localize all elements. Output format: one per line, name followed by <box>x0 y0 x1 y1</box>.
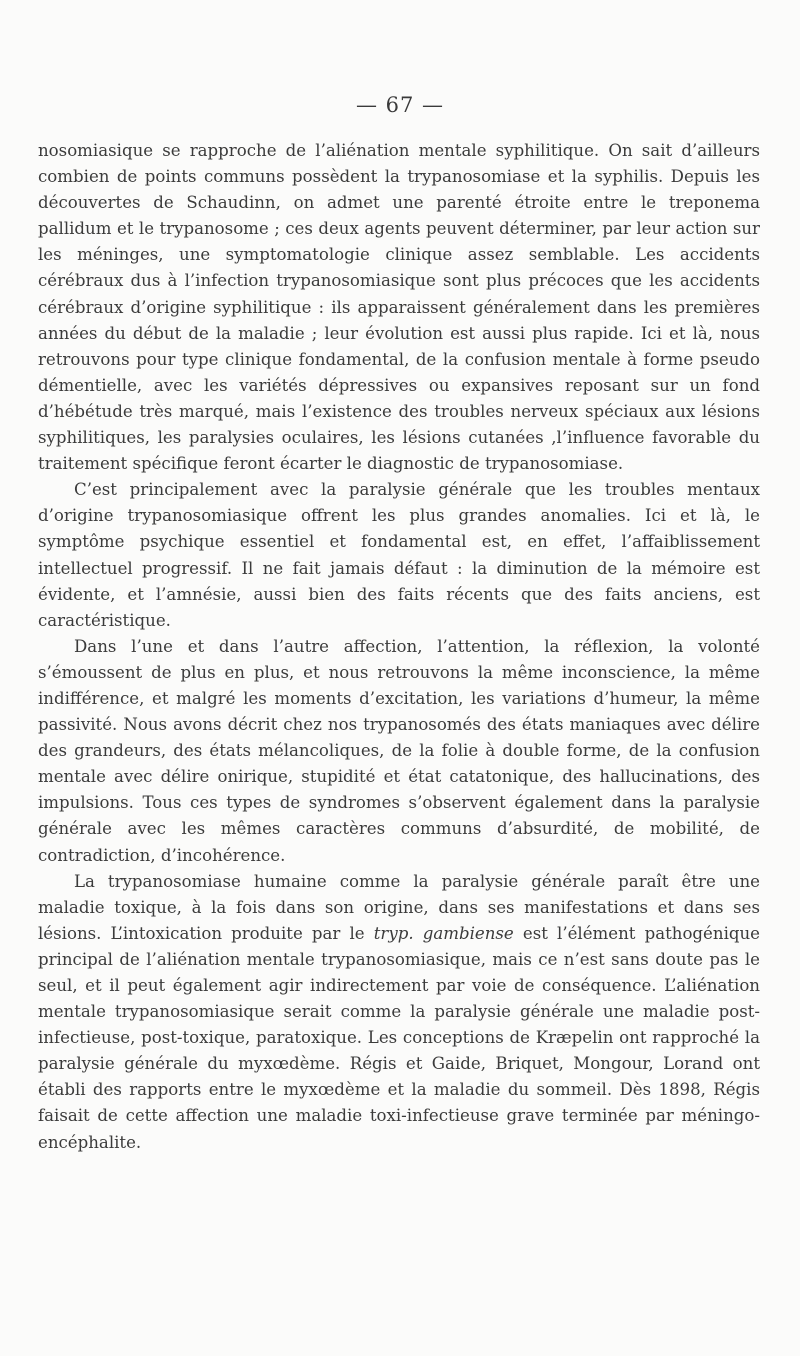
paragraph-4-text-end: est l’élément pathogénique principal de l’aliénation mentale trypanosomiasique, mais ce n’est sans doute pas le seul, et il peut également agir indirectement par voie de conséquence. L’aliénation mentale trypanosomiasique serait comme la paralysie générale une maladie post-infectieuse, post-toxique, paratoxique. Les conceptions de Kræpelin ont rapproché la paralysie générale du myxœdème. Régis et Gaide, Briquet, Mongour, Lorand ont établi des rapports entre le myxœdème et la maladie du sommeil. Dès 1898, Régis faisait de cette affection une maladie toxi-infectieuse grave terminée par méningo-encéphalite. <box>38 923 761 1152</box>
paragraph-3: Dans l’une et dans l’autre affection, l’attention, la réflexion, la volonté s’émoussent de plus en plus, et nous retrouvons la même inconscience, la même indifférence, et malgré les moments d’excitation, les variations d’humeur, la même passivité. Nous avons décrit chez nos trypanosomés des états maniaques avec délire des grandeurs, des états mélancoliques, de la folie à double forme, de la confusion mentale avec délire onirique, stupidité et état catatonique, des hallucinations, des impulsions. Tous ces types de syndromes s’observent également dans la paralysie générale avec les mêmes caractères communs d’absurdité, de mobilité, de contradiction, d’incohérence. <box>38 636 760 865</box>
species-name-italic: tryp. gambiense <box>373 923 514 943</box>
page-number: — 67 — <box>355 93 445 117</box>
paragraph-4 <box>38 869 760 1156</box>
paragraph-1: nosomiasique se rapproche de l’aliénation mentale syphilitique. On sait d’ailleurs combien de points communs possèdent la trypanosomiase et la syphilis. Depuis les découvertes de Schaudinn, on admet une parenté étroite entre le treponema pallidum et le trypanosome ; ces deux agents peuvent déterminer, par leur action sur les méninges, une symptomatologie clinique assez semblable. Les accidents cérébraux dus à l’infection trypanosomiasique sont plus précoces que les accidents cérébraux d’origine syphilitique : ils apparaissent généralement dans les premières années du début de la maladie ; leur évolution est aussi plus rapide. Ici et là, nous retrouvons pour type clinique fondamental, de la confusion mentale à forme pseudo démentielle, avec les variétés dépressives ou expansives reposant sur un fond d’hébétude très marqué, mais l’existence des troubles nerveux spéciaux aux lésions syphilitiques, les paralysies oculaires, les lésions cutanées ,l’influence favorable du traitement spécifique feront écarter le diagnostic de trypanosomiase. <box>38 141 760 474</box>
body-text <box>38 138 760 1156</box>
paragraph-2: C’est principalement avec la paralysie générale que les troubles mentaux d’origine trypanosomiasique offrent les plus grandes anomalies. Ici et là, le symptôme psychique essentiel et fondamental est, en effet, l’affaiblissement intellectuel progressif. Il ne fait jamais défaut : la diminution de la mémoire est évidente, et l’amnésie, aussi bien des faits récents que des faits anciens, est caractéristique. <box>38 480 760 630</box>
paragraph-4-text-start: La trypanosomiase humaine comme la paralysie générale paraît être une maladie toxique, à la fois dans son origine, dans ses manifestations et dans ses lésions. L’intoxication produite par le <box>38 871 760 943</box>
